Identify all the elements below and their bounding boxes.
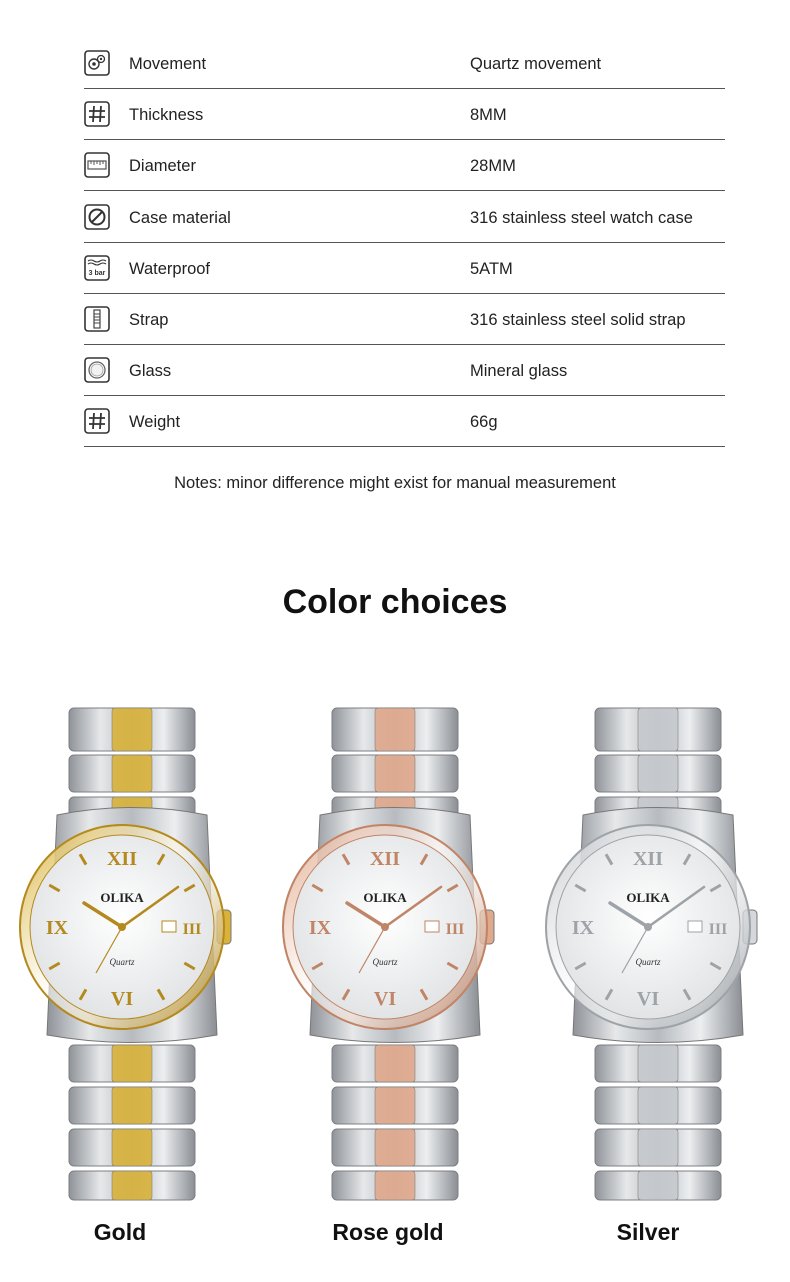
- spec-label: Thickness: [129, 106, 204, 125]
- svg-text:III: III: [445, 921, 465, 938]
- hash-icon: [84, 408, 110, 434]
- svg-text:VI: VI: [373, 988, 397, 1010]
- hash-icon: [84, 101, 110, 127]
- watch-illustration: [275, 705, 515, 1205]
- svg-text:Quartz: Quartz: [635, 957, 661, 967]
- spec-label: Movement: [129, 55, 207, 73]
- section-heading: Color choices: [282, 583, 508, 621]
- watch-rose-gold: [275, 705, 515, 1205]
- spec-label: Weight: [129, 413, 181, 432]
- spec-label: Waterproof: [129, 259, 211, 278]
- spec-value: 316 stainless steel watch case: [470, 208, 693, 227]
- spec-label: Case material: [129, 208, 231, 227]
- svg-text:IX: IX: [571, 917, 595, 939]
- spec-value: 28MM: [470, 157, 516, 176]
- svg-text:IX: IX: [45, 917, 69, 939]
- watch-gold: [12, 705, 252, 1205]
- svg-text:VI: VI: [110, 988, 134, 1010]
- spec-value: Mineral glass: [470, 362, 568, 381]
- svg-text:III: III: [708, 921, 728, 938]
- svg-text:XII: XII: [632, 848, 664, 870]
- spec-table: [84, 39, 725, 449]
- water-bar-icon-text: 3 bar: [88, 269, 106, 277]
- spec-row-weight: [84, 397, 725, 447]
- svg-text:XII: XII: [106, 848, 138, 870]
- spec-row-movement: [84, 39, 725, 89]
- watch-illustration: [12, 705, 252, 1205]
- svg-text:Quartz: Quartz: [109, 957, 135, 967]
- watch-illustration: [538, 705, 778, 1205]
- svg-text:OLIKA: OLIKA: [626, 890, 670, 905]
- color-label-gold: Gold: [93, 1219, 147, 1245]
- strap-icon: [84, 306, 110, 332]
- svg-text:XII: XII: [369, 848, 401, 870]
- spec-row-waterproof: [84, 244, 725, 294]
- watch-silver: [538, 705, 778, 1205]
- spec-row-diameter: [84, 141, 725, 191]
- svg-text:OLIKA: OLIKA: [363, 890, 407, 905]
- spec-row-thickness: [84, 90, 725, 140]
- ruler-icon: [84, 152, 110, 178]
- spec-row-strap: [84, 295, 725, 345]
- water-bar-icon: [84, 255, 110, 281]
- spec-value: 8MM: [470, 106, 507, 125]
- spec-label: Strap: [129, 310, 169, 329]
- measurement-notes: Notes: minor difference might exist for manual measurement: [174, 474, 616, 492]
- gears-icon: [84, 50, 110, 76]
- spec-label: Glass: [129, 362, 172, 381]
- spec-value: 5ATM: [470, 259, 513, 278]
- svg-text:Quartz: Quartz: [372, 957, 398, 967]
- svg-text:III: III: [182, 921, 202, 938]
- spec-value: Quartz movement: [470, 55, 602, 73]
- color-label-silver: Silver: [616, 1219, 680, 1245]
- spec-row-case-material: [84, 193, 725, 243]
- spec-value: 316 stainless steel solid strap: [470, 310, 686, 329]
- svg-text:VI: VI: [636, 988, 660, 1010]
- svg-text:IX: IX: [308, 917, 332, 939]
- spec-value: 66g: [470, 413, 498, 432]
- spec-label: Diameter: [129, 157, 196, 176]
- spec-row-glass: [84, 346, 725, 396]
- svg-text:OLIKA: OLIKA: [100, 890, 144, 905]
- slashed-circle-icon: [84, 204, 110, 230]
- color-label-rose-gold: Rose gold: [332, 1219, 444, 1245]
- glass-circle-icon: [84, 357, 110, 383]
